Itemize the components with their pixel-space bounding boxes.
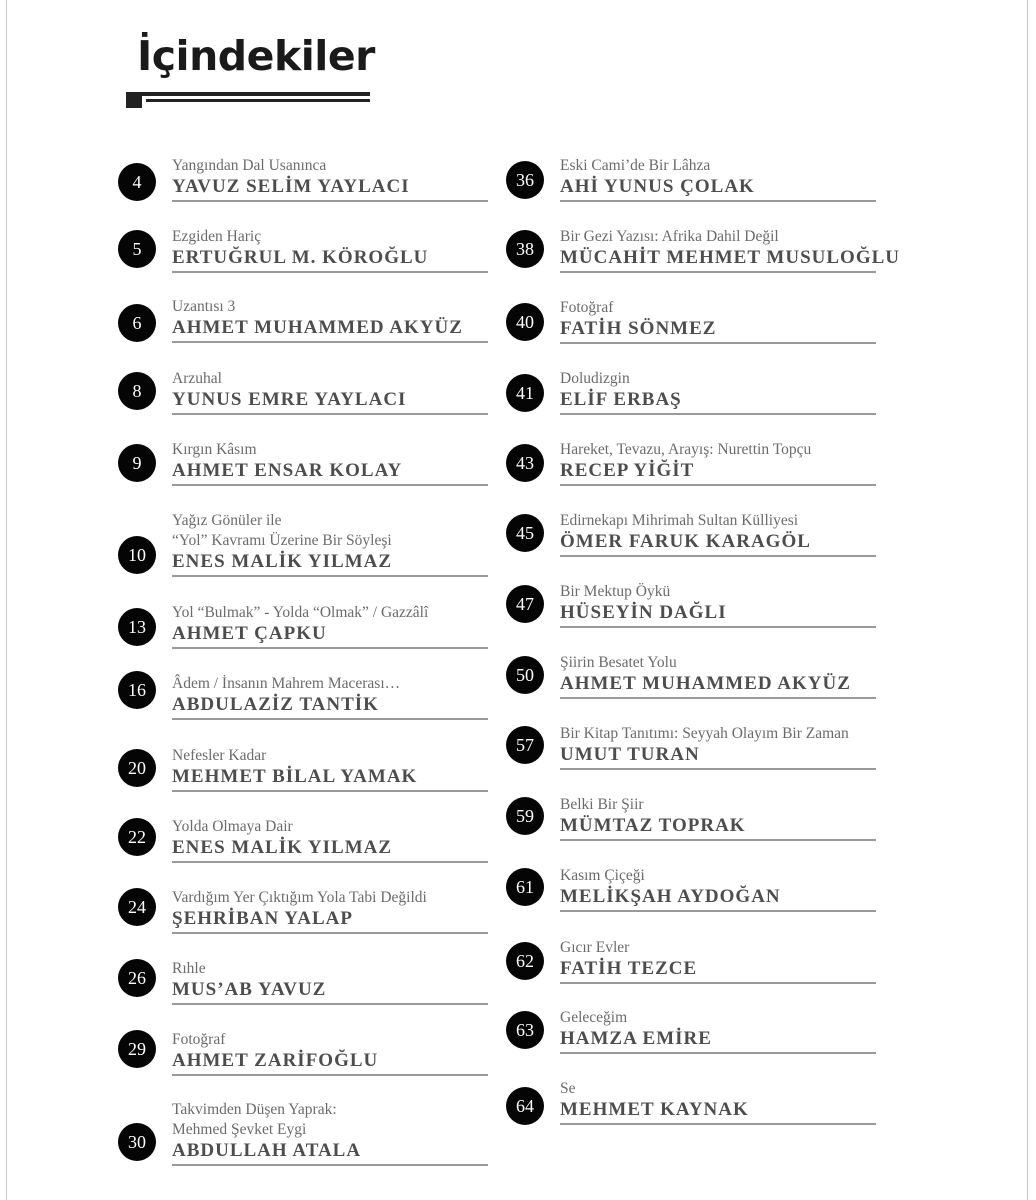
- entry-title: Takvimden Düşen Yaprak:: [172, 1101, 337, 1118]
- entry-title: Mehmed Şevket Eygi: [172, 1121, 307, 1138]
- entry-title: Âdem / İnsanın Mahrem Macerası…: [172, 675, 401, 692]
- page-number-badge: 29: [118, 1030, 156, 1068]
- entry-title: Kasım Çiçeği: [560, 867, 645, 884]
- toc-entry-text: [172, 888, 488, 930]
- entry-title: Bir Kitap Tanıtımı: Seyyah Olayım Bir Zaman: [560, 725, 849, 742]
- toc-entry-text: [172, 1100, 488, 1162]
- entry-divider: [560, 271, 876, 273]
- toc-entry-text: [560, 938, 876, 980]
- page-number-badge: 36: [506, 161, 544, 199]
- entry-divider: [560, 1123, 876, 1125]
- page-number-badge: 63: [506, 1011, 544, 1049]
- page-number-badge: 59: [506, 797, 544, 835]
- entry-title: Fotoğraf: [172, 1031, 226, 1048]
- entry-author: MUS’AB YAVUZ: [172, 979, 327, 1000]
- entry-divider: [172, 718, 488, 720]
- entry-title: Rıhle: [172, 960, 206, 977]
- page-number-badge: 5: [118, 230, 156, 268]
- entry-author: AHMET ÇAPKU: [172, 623, 327, 644]
- entry-author: FATİH SÖNMEZ: [560, 318, 717, 339]
- toc-entry-text: [172, 511, 488, 573]
- page-number-badge: 62: [506, 942, 544, 980]
- toc-entry-text: [560, 582, 876, 624]
- toc-entry-text: [172, 440, 488, 482]
- entry-divider: [172, 790, 488, 792]
- entry-author: MEHMET BİLAL YAMAK: [172, 766, 418, 787]
- toc-entry-text: [560, 1079, 876, 1121]
- entry-author: AHMET MUHAMMED AKYÜZ: [172, 317, 463, 338]
- entry-title: Doludizgin: [560, 370, 630, 387]
- toc-entry-text: [172, 959, 488, 1001]
- entry-author: AHMET ZARİFOĞLU: [172, 1050, 379, 1071]
- entry-divider: [560, 342, 876, 344]
- entry-divider: [560, 697, 876, 699]
- toc-entry-text: [172, 603, 488, 645]
- title-underline-bar: [126, 92, 370, 96]
- entry-title: Belki Bir Şiir: [560, 796, 644, 813]
- page-number-badge: 24: [118, 888, 156, 926]
- entry-author: MÜMTAZ TOPRAK: [560, 815, 746, 836]
- entry-title: Gıcır Evler: [560, 939, 630, 956]
- toc-entry-text: [172, 369, 488, 411]
- toc-entry-text: [172, 227, 488, 269]
- entry-divider: [172, 1003, 488, 1005]
- toc-entry-text: [560, 866, 876, 908]
- entry-author: AHİ YUNUS ÇOLAK: [560, 176, 755, 197]
- entry-title: Arzuhal: [172, 370, 222, 387]
- page-number-badge: 61: [506, 868, 544, 906]
- entry-author: UMUT TURAN: [560, 744, 700, 765]
- page-number-badge: 57: [506, 726, 544, 764]
- entry-divider: [172, 647, 488, 649]
- page-number-badge: 4: [118, 163, 156, 201]
- page-number-badge: 8: [118, 372, 156, 410]
- entry-title: “Yol” Kavramı Üzerine Bir Söyleşi: [172, 532, 392, 549]
- entry-divider: [560, 910, 876, 912]
- page-number-badge: 40: [506, 303, 544, 341]
- title-underline-bar: [146, 99, 370, 102]
- entry-author: ÖMER FARUK KARAGÖL: [560, 531, 811, 552]
- entry-divider: [172, 1164, 488, 1166]
- entry-author: AHMET ENSAR KOLAY: [172, 460, 403, 481]
- entry-divider: [560, 839, 876, 841]
- page-number-badge: 43: [506, 444, 544, 482]
- toc-entry-text: [172, 297, 488, 339]
- entry-title: Yolda Olmaya Dair: [172, 818, 293, 835]
- toc-entry-text: [560, 1008, 876, 1050]
- toc-entry-text: [560, 440, 876, 482]
- page-number-badge: 20: [118, 749, 156, 787]
- page-number-badge: 13: [118, 608, 156, 646]
- entry-divider: [560, 200, 876, 202]
- entry-divider: [172, 200, 488, 202]
- toc-entry-text: [560, 227, 900, 269]
- entry-divider: [172, 861, 488, 863]
- page-number-badge: 41: [506, 374, 544, 412]
- title-underline: [126, 92, 372, 112]
- entry-title: Yangından Dal Usanınca: [172, 157, 327, 174]
- page-number-badge: 64: [506, 1087, 544, 1125]
- page-number-badge: 22: [118, 818, 156, 856]
- entry-divider: [172, 1074, 488, 1076]
- entry-author: MEHMET KAYNAK: [560, 1099, 749, 1120]
- toc-entry-text: [172, 746, 488, 788]
- entry-author: ERTUĞRUL M. KÖROĞLU: [172, 247, 429, 268]
- entry-title: Yol “Bulmak” - Yolda “Olmak” / Gazzâlî: [172, 604, 429, 621]
- entry-title: Nefesler Kadar: [172, 747, 267, 764]
- toc-entry-text: [172, 1030, 488, 1072]
- page-number-badge: 6: [118, 304, 156, 342]
- entry-author: YAVUZ SELİM YAYLACI: [172, 176, 410, 197]
- entry-author: ENES MALİK YILMAZ: [172, 551, 393, 572]
- entry-author: RECEP YİĞİT: [560, 460, 695, 481]
- entry-divider: [172, 341, 488, 343]
- entry-divider: [172, 271, 488, 273]
- entry-title: Eski Cami’de Bir Lâhza: [560, 157, 711, 174]
- entry-title: Kırgın Kâsım: [172, 441, 257, 458]
- entry-author: ENES MALİK YILMAZ: [172, 837, 393, 858]
- entry-author: HÜSEYİN DAĞLI: [560, 602, 727, 623]
- page-number-badge: 45: [506, 514, 544, 552]
- entry-title: Vardığım Yer Çıktığım Yola Tabi Değildi: [172, 889, 427, 906]
- toc-entry-text: [560, 511, 876, 553]
- entry-author: HAMZA EMİRE: [560, 1028, 712, 1049]
- entry-divider: [172, 932, 488, 934]
- entry-title: Hareket, Tevazu, Arayış: Nurettin Topçu: [560, 441, 812, 458]
- entry-title: Se: [560, 1080, 576, 1097]
- page-number-badge: 9: [118, 444, 156, 482]
- entry-title: Geleceğim: [560, 1009, 628, 1026]
- entry-author: ŞEHRİBAN YALAP: [172, 908, 353, 929]
- entry-divider: [560, 484, 876, 486]
- entry-divider: [172, 413, 488, 415]
- entry-divider: [560, 768, 876, 770]
- entry-title: Yağız Gönüler ile: [172, 512, 282, 529]
- page-number-badge: 16: [118, 671, 156, 709]
- page-number-badge: 30: [118, 1123, 156, 1161]
- toc-entry-text: [172, 817, 488, 859]
- entry-author: YUNUS EMRE YAYLACI: [172, 389, 407, 410]
- toc-entry-text: [172, 674, 488, 716]
- toc-entry-text: [560, 156, 876, 198]
- entry-author: ELİF ERBAŞ: [560, 389, 682, 410]
- entry-divider: [560, 1052, 876, 1054]
- entry-divider: [560, 626, 876, 628]
- entry-author: ABDULLAH ATALA: [172, 1140, 362, 1161]
- toc-entry-text: [560, 298, 876, 340]
- page-number-badge: 10: [118, 536, 156, 574]
- entry-title: Şiirin Besatet Yolu: [560, 654, 677, 671]
- page-number-badge: 47: [506, 585, 544, 623]
- entry-author: FATİH TEZCE: [560, 958, 698, 979]
- toc-entry-text: [560, 369, 876, 411]
- entry-title: Fotoğraf: [560, 299, 614, 316]
- entry-author: AHMET MUHAMMED AKYÜZ: [560, 673, 851, 694]
- toc-entry-text: [172, 156, 488, 198]
- entry-author: ABDULAZİZ TANTİK: [172, 694, 379, 715]
- entry-author: MÜCAHİT MEHMET MUSULOĞLU: [560, 247, 900, 268]
- entry-title: Edirnekapı Mihrimah Sultan Külliyesi: [560, 512, 799, 529]
- page-number-badge: 26: [118, 959, 156, 997]
- entry-divider: [172, 575, 488, 577]
- toc-entry-text: [560, 653, 876, 695]
- page-number-badge: 38: [506, 230, 544, 268]
- entry-title: Ezgiden Hariç: [172, 228, 262, 245]
- entry-title: Bir Mektup Öykü: [560, 583, 671, 600]
- entry-author: MELİKŞAH AYDOĞAN: [560, 886, 781, 907]
- entry-title: Bir Gezi Yazısı: Afrika Dahil Değil: [560, 228, 779, 245]
- entry-divider: [172, 484, 488, 486]
- entry-title: Uzantısı 3: [172, 298, 236, 315]
- page-number-badge: 50: [506, 656, 544, 694]
- entry-divider: [560, 982, 876, 984]
- page-title: İçindekiler: [137, 32, 375, 80]
- toc-entry-text: [560, 724, 876, 766]
- entry-divider: [560, 413, 876, 415]
- entry-divider: [560, 555, 876, 557]
- toc-entry-text: [560, 795, 876, 837]
